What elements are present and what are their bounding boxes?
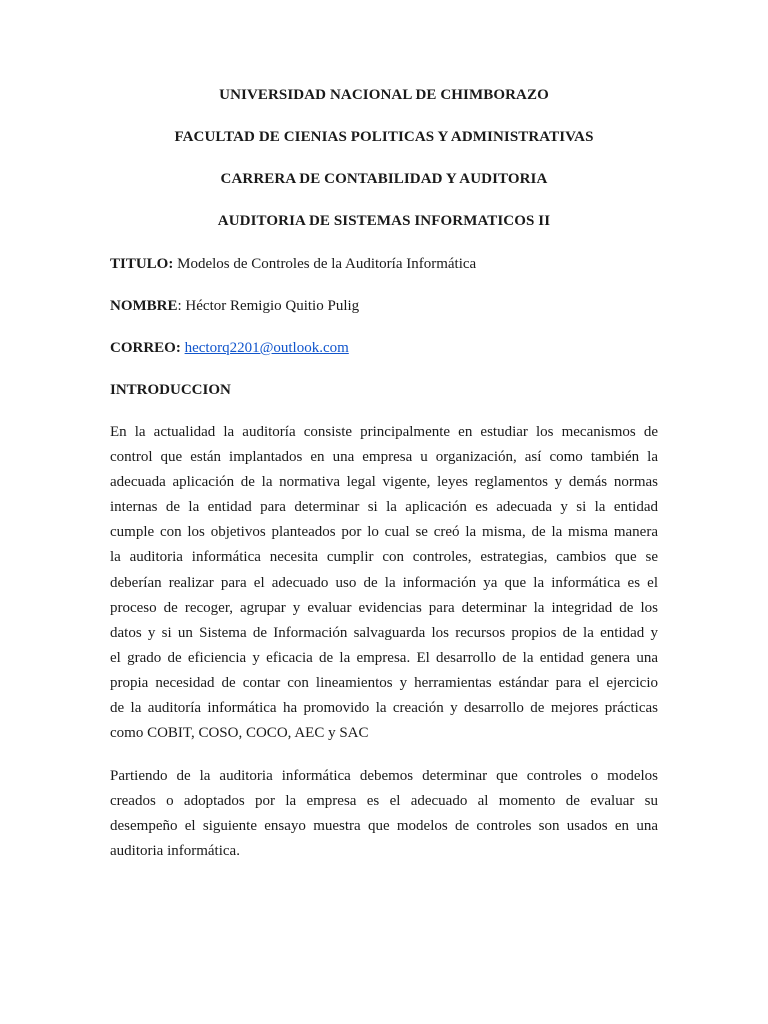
titulo-field: [110, 255, 476, 273]
paragraph-line: como COBIT, COSO, COCO, AEC y SAC: [110, 725, 369, 742]
faculty-heading: FACULTAD DE CIENIAS POLITICAS Y ADMINISTRATIVAS: [174, 129, 594, 145]
paragraph-line: auditoria informática.: [110, 843, 240, 860]
introduction-paragraph-2: [110, 764, 658, 864]
paragraph-line: control que están implantados en una empresa u organización, así como también la: [110, 449, 658, 466]
nombre-value: : Héctor Remigio Quitio Pulig: [177, 298, 360, 314]
correo-field: [110, 339, 349, 357]
correo-label: CORREO:: [110, 340, 181, 356]
paragraph-line: proceso de recoger, agrupar y evaluar evidencias para determinar la integridad de los: [110, 599, 658, 616]
paragraph-line: internas de la entidad para determinar si la aplicación es adecuada y si la entidad: [110, 499, 658, 516]
paragraph-line: creados o adoptados por la empresa es el adecuado al momento de evaluar su: [110, 793, 658, 810]
introduction-title: INTRODUCCION: [110, 382, 231, 398]
paragraph-line: la auditoria informática necesita cumplir con controles, estrategias, cambios que se: [110, 549, 658, 566]
paragraph-line: propia necesidad de contar con lineamientos y herramientas estándar para el ejercicio: [110, 674, 658, 691]
titulo-value: Modelos de Controles de la Auditoría Informática: [173, 256, 477, 272]
paragraph-line: el grado de eficiencia y eficacia de la empresa. El desarrollo de la entidad genera una: [110, 649, 658, 666]
paragraph-line: datos y si un Sistema de Información salvaguarda los recursos propios de la entidad y: [110, 624, 658, 641]
paragraph-line: cumple con los objetivos planteados por lo cual se creó la misma, de la misma manera: [110, 524, 658, 541]
university-heading: UNIVERSIDAD NACIONAL DE CHIMBORAZO: [219, 87, 549, 103]
nombre-field: [110, 297, 359, 315]
paragraph-line: Partiendo de la auditoria informática debemos determinar que controles o modelos: [110, 768, 658, 784]
course-heading: AUDITORIA DE SISTEMAS INFORMATICOS II: [217, 213, 551, 229]
paragraph-line: En la actualidad la auditoría consiste principalmente en estudiar los mecanismos de: [110, 424, 658, 440]
paragraph-line: deberían realizar para el adecuado uso de la información ya que la informática es el: [110, 574, 658, 591]
paragraph-line: desempeño el siguiente ensayo muestra que modelos de controles son usados en una: [110, 818, 658, 835]
career-heading: CARRERA DE CONTABILIDAD Y AUDITORIA: [220, 171, 548, 187]
email-link[interactable]: hectorq2201@outlook.com: [184, 340, 349, 356]
titulo-label: TITULO:: [110, 256, 174, 272]
introduction-paragraph-1: [110, 420, 658, 746]
paragraph-line: de la auditoría informática ha promovido la creación y desarrollo de mejores prácticas: [110, 700, 658, 717]
paragraph-line: adecuada aplicación de la normativa legal vigente, leyes reglamentos y demás normas: [110, 474, 658, 491]
nombre-label: NOMBRE: [110, 298, 178, 314]
